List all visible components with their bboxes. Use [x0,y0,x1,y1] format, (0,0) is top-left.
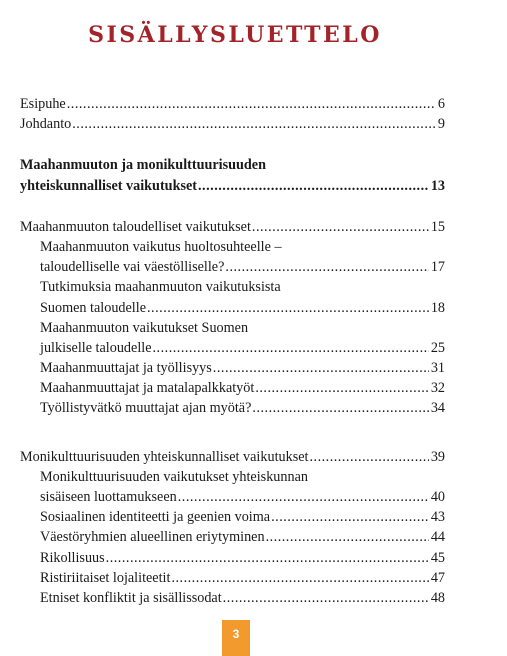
table-of-contents [20,94,445,608]
toc-entry-johdanto[interactable] [20,114,445,134]
toc-section-monikulttuurisuus[interactable] [20,447,445,467]
toc-page-number: 25 [430,339,445,356]
toc-entry-label: Monikulttuurisuuden yhteiskunnalliset vaikutukset [20,448,309,465]
toc-subentry[interactable] [20,507,445,527]
toc-entry-esipuhe[interactable] [20,94,445,114]
dot-leader [147,298,429,318]
toc-page-number: 48 [430,589,445,606]
toc-entry-label: sisäiseen luottamukseen [40,489,177,505]
toc-page-number: 15 [430,218,445,235]
toc-subentry[interactable] [20,568,445,588]
dot-leader [252,217,429,237]
toc-entry-label: Maahanmuuttajat ja matalapalkkatyöt [40,380,255,397]
toc-subentry[interactable] [20,487,445,507]
toc-entry-label: Maahanmuuttajat ja työllisyys [40,360,212,377]
toc-page-number: 45 [430,549,445,566]
toc-page-number: 39 [430,448,445,465]
dot-leader [271,507,429,527]
dot-leader [213,358,429,378]
toc-subentry[interactable] [20,358,445,378]
dot-leader [67,94,436,114]
toc-page-number: 31 [430,360,445,377]
toc-page-number: 34 [430,400,445,417]
dot-leader [266,527,429,547]
toc-entry-line1[interactable]: Maahanmuuton vaikutus huoltosuhteelle – [40,238,282,255]
toc-subentry[interactable] [20,338,445,358]
toc-entry-label: Suomen taloudelle [40,299,146,316]
toc-entry-label: Ristiriitaiset lojaliteetit [40,569,171,586]
toc-entry-label: Maahanmuuton taloudelliset vaikutukset [20,218,251,235]
page-title: SISÄLLYSLUETTELO [88,22,382,48]
toc-section-taloudelliset[interactable] [20,217,445,237]
page-number-badge: 3 [222,620,250,656]
toc-page-number: 6 [437,96,445,112]
dot-leader [309,447,428,467]
toc-subentry[interactable] [20,548,445,568]
toc-page-number: 32 [430,380,445,397]
toc-entry-label: taloudelliselle vai väestölliselle? [40,259,225,276]
toc-entry-label: yhteiskunnalliset vaikutukset [20,177,197,194]
toc-page-number: 18 [430,299,445,316]
dot-leader [178,487,429,507]
toc-entry-label: Rikollisuus [40,549,105,566]
dot-leader [225,257,428,277]
toc-subentry[interactable] [20,527,445,547]
toc-entry-label: Väestöryhmien alueellinen eriytyminen [40,529,265,546]
toc-page-number: 44 [430,529,445,546]
toc-entry-label: Johdanto [20,116,72,133]
dot-leader [153,338,429,358]
toc-subentry[interactable] [20,257,445,277]
dot-leader [198,176,429,196]
toc-page-number: 13 [430,177,445,194]
toc-page-number: 17 [430,259,445,276]
toc-page-number: 47 [430,569,445,586]
dot-leader [171,568,428,588]
toc-entry-label: Työllistyvätkö muuttajat ajan myötä? [40,400,252,417]
toc-entry-line1[interactable]: Monikulttuurisuuden vaikutukset yhteiskunnan [40,468,308,485]
toc-subentry[interactable] [20,588,445,608]
toc-entry-label: Esipuhe [20,96,66,112]
toc-page-number: 9 [437,116,445,133]
dot-leader [223,588,429,608]
toc-entry-label: Etniset konfliktit ja sisällissodat [40,589,222,606]
part-heading-line1[interactable]: Maahanmuuton ja monikulttuurisuuden [20,157,266,174]
part-heading[interactable] [20,176,445,196]
toc-subentry[interactable] [20,298,445,318]
toc-entry-line1[interactable]: Tutkimuksia maahanmuuton vaikutuksista [40,279,281,296]
dot-leader [106,548,429,568]
toc-entry-label: Sosiaalinen identiteetti ja geenien voima [40,509,271,526]
toc-subentry[interactable] [20,378,445,398]
dot-leader [255,378,429,398]
toc-entry-label: julkiselle taloudelle [40,339,152,356]
toc-page-number: 43 [430,509,445,526]
dot-leader [252,398,428,418]
toc-page-number: 40 [430,489,445,505]
toc-subentry[interactable] [20,398,445,418]
toc-entry-line1[interactable]: Maahanmuuton vaikutukset Suomen [40,319,249,336]
dot-leader [72,114,436,134]
